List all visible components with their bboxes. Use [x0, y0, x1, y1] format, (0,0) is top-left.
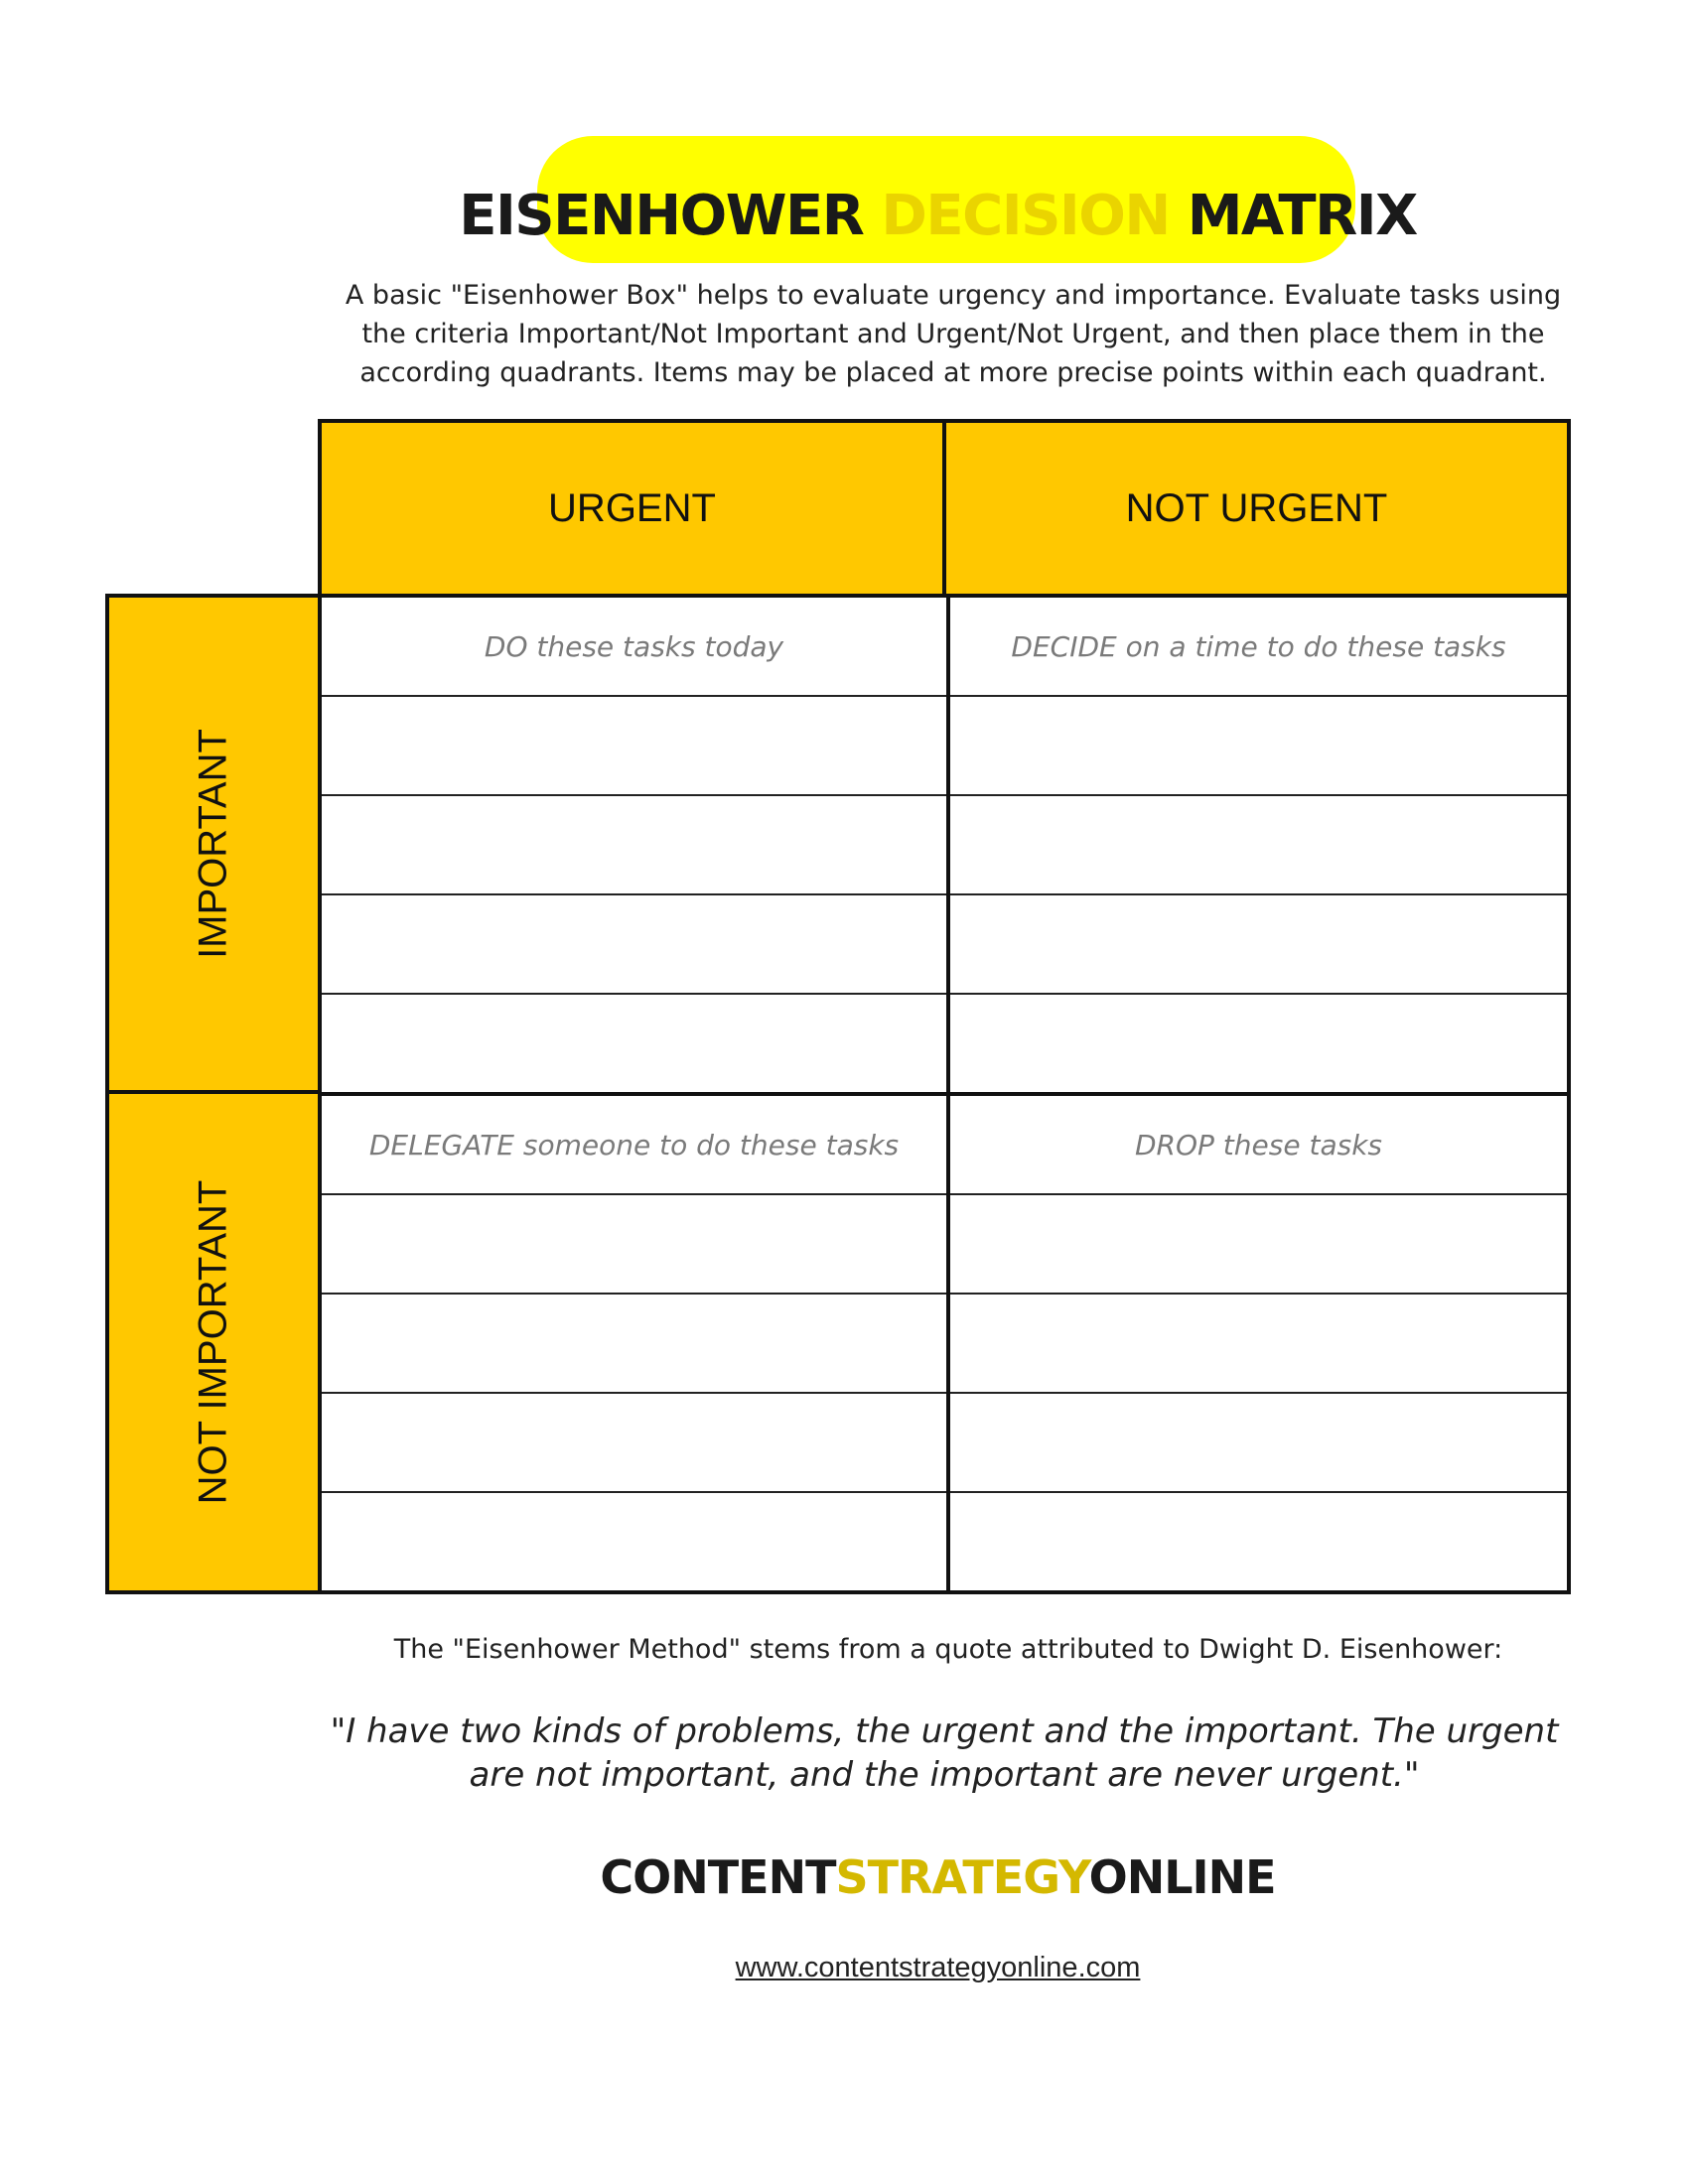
row-header-not-important: [105, 1090, 322, 1594]
quadrant-delegate-row[interactable]: [322, 1493, 946, 1590]
column-header-not-urgent: [942, 419, 1571, 598]
quadrant-do: [322, 598, 946, 1092]
quadrant-delegate-row[interactable]: [322, 1195, 946, 1295]
quadrant-decide-row[interactable]: [950, 598, 1567, 697]
quadrant-do-row[interactable]: [322, 796, 946, 895]
logo-part-content: CONTENT: [600, 1850, 836, 1904]
logo-part-strategy: STRATEGY: [835, 1850, 1089, 1904]
column-header-not-urgent-label: NOT URGENT: [1125, 485, 1388, 530]
quadrant-decide-row[interactable]: [950, 995, 1567, 1092]
quadrant-drop-row[interactable]: [950, 1394, 1567, 1493]
quadrant-delegate-row[interactable]: [322, 1295, 946, 1394]
quadrant-delegate-row[interactable]: [322, 1096, 946, 1195]
matrix-grid: [318, 594, 1571, 1594]
quadrant-drop: [950, 1096, 1567, 1590]
brand-logo: [0, 1850, 1688, 1904]
row-header-important-label: IMPORTANT: [191, 729, 235, 959]
row-header-important: [105, 594, 322, 1094]
page-title: [0, 177, 1688, 256]
quadrant-drop-hint: DROP these tasks: [1134, 1128, 1383, 1161]
title-part-decision: DECISION: [881, 184, 1170, 248]
column-header-urgent-label: URGENT: [548, 485, 716, 530]
quadrant-do-row[interactable]: [322, 895, 946, 995]
quadrant-drop-row[interactable]: [950, 1096, 1567, 1195]
eisenhower-quote: "I have two kinds of problems, the urgent and the important. The urgent are not important, and the important are never urgent.": [330, 1711, 1559, 1795]
quadrant-decide-row[interactable]: [950, 697, 1567, 796]
title-part-matrix: MATRIX: [1187, 184, 1417, 248]
quadrant-delegate-row[interactable]: [322, 1394, 946, 1493]
intro-paragraph: A basic "Eisenhower Box" helps to evaluate urgency and importance. Evaluate tasks using the criteria Important/Not Important and Urgent/Not Urgent, and then place them in the according quadrants. Items may be placed at more precise points within each quadrant.: [345, 280, 1562, 388]
quadrant-do-row[interactable]: [322, 995, 946, 1092]
quadrant-decide-row[interactable]: [950, 895, 1567, 995]
quadrant-drop-row[interactable]: [950, 1295, 1567, 1394]
quadrant-do-hint: DO these tasks today: [484, 629, 784, 663]
row-header-not-important-label: NOT IMPORTANT: [191, 1179, 235, 1505]
quadrant-decide-hint: DECIDE on a time to do these tasks: [1011, 629, 1506, 663]
quadrant-do-row[interactable]: [322, 697, 946, 796]
quadrant-drop-row[interactable]: [950, 1195, 1567, 1295]
quadrant-decide-row[interactable]: [950, 796, 1567, 895]
quadrant-decide: [950, 598, 1567, 1092]
quadrant-delegate: [322, 1096, 946, 1590]
logo-part-online: ONLINE: [1088, 1850, 1276, 1904]
website-link[interactable]: www.contentstrategyonline.com: [735, 1952, 1141, 1983]
quadrant-delegate-hint: DELEGATE someone to do these tasks: [368, 1128, 900, 1161]
title-part-eisenhower: EISENHOWER: [459, 184, 864, 248]
quadrant-do-row[interactable]: [322, 598, 946, 697]
column-header-urgent: [318, 419, 946, 598]
quadrant-drop-row[interactable]: [950, 1493, 1567, 1590]
attribution-text: The "Eisenhower Method" stems from a quote attributed to Dwight D. Eisenhower:: [393, 1634, 1503, 1665]
